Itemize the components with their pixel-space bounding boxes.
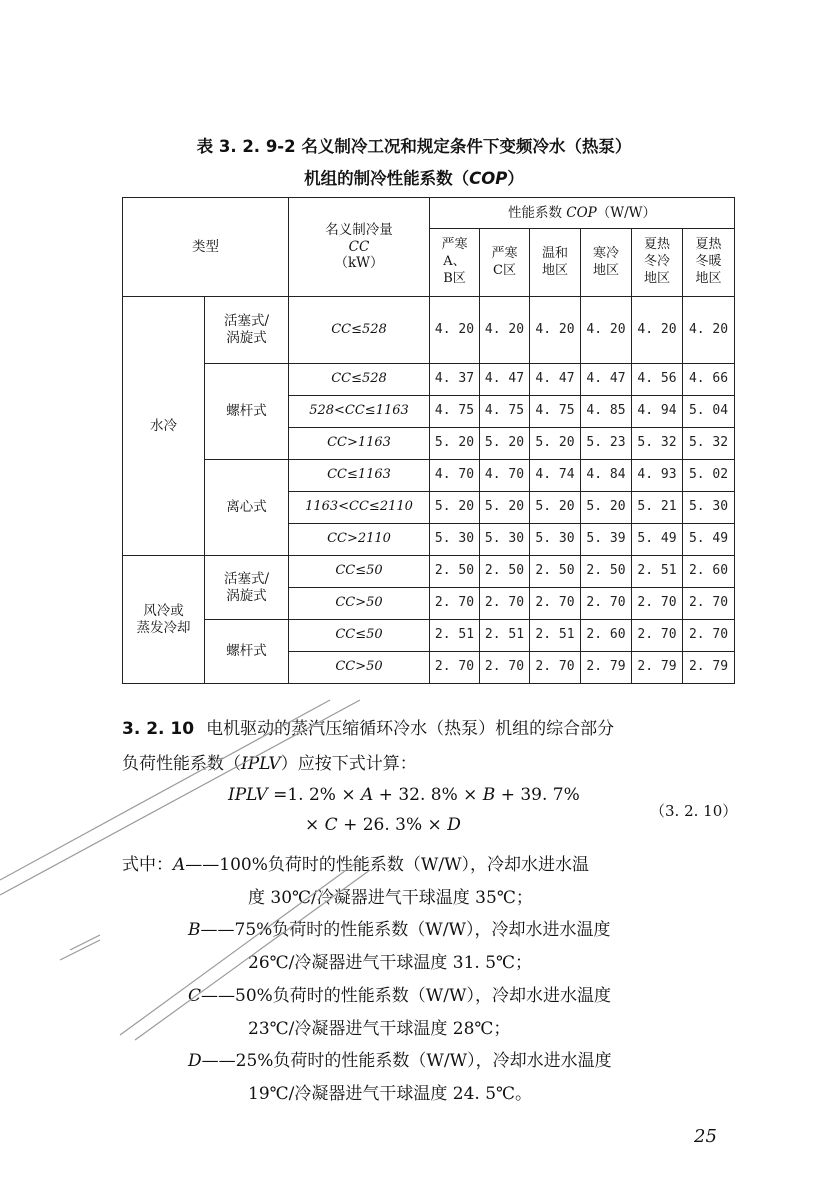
header-region — [581, 229, 632, 297]
region-text: 冬冷 — [643, 254, 670, 270]
formula-term: =1. 2% × — [267, 785, 361, 805]
cop-value: 4. 75 — [430, 396, 480, 428]
header-region — [683, 229, 735, 297]
section-text: 电机驱动的蒸汽压缩循环冷水（热泵）机组的综合部分 — [206, 719, 615, 739]
capacity-cell: 1163<CC≤2110 — [289, 492, 430, 524]
definition-var: D — [188, 1051, 202, 1071]
cop-value: 5. 20 — [530, 492, 581, 524]
region-text: 严寒 — [441, 237, 468, 253]
cop-value: 5. 20 — [480, 492, 530, 524]
definition-text: ——75%负荷时的性能系数（W/W），冷却水进水温度 — [200, 920, 611, 940]
region-text: B区 — [443, 270, 466, 286]
cop-value: 4. 20 — [632, 297, 683, 364]
cop-value: 4. 20 — [430, 297, 480, 364]
subtype-text: 活塞式/ — [223, 313, 270, 330]
cop-value: 4. 75 — [480, 396, 530, 428]
cop-value: 2. 51 — [430, 620, 480, 652]
cop-value: 5. 20 — [430, 492, 480, 524]
cop-value: 4. 66 — [683, 364, 735, 396]
header-capacity-l3: （kW） — [334, 255, 384, 272]
region-text: 温和 — [541, 245, 568, 261]
section-number: 3. 2. 10 — [122, 719, 195, 739]
cop-value: 2. 60 — [683, 556, 735, 588]
cop-value: 2. 79 — [683, 652, 735, 684]
definition-var: C — [188, 986, 202, 1006]
cop-value: 4. 47 — [581, 364, 632, 396]
cop-value: 2. 50 — [581, 556, 632, 588]
table-caption-line1: 表 3. 2. 9-2 名义制冷工况和规定条件下变频冷水（热泵） — [196, 137, 632, 156]
cop-value: 2. 79 — [581, 652, 632, 684]
cop-value: 5. 30 — [530, 524, 581, 556]
cop-value: 4. 74 — [530, 460, 581, 492]
capacity-cell: CC>50 — [289, 588, 430, 620]
capacity-cell: CC>2110 — [289, 524, 430, 556]
cop-value: 2. 50 — [480, 556, 530, 588]
formula-term: C — [324, 815, 338, 835]
cop-value: 2. 70 — [530, 652, 581, 684]
cop-value: 2. 50 — [430, 556, 480, 588]
definition-c-line1 — [188, 981, 611, 1006]
cop-value: 2. 51 — [632, 556, 683, 588]
cop-value: 5. 49 — [683, 524, 735, 556]
group-text: 蒸发冷却 — [136, 619, 191, 636]
cop-value: 5. 39 — [581, 524, 632, 556]
cop-value: 5. 20 — [480, 428, 530, 460]
cop-value: 5. 32 — [632, 428, 683, 460]
cop-value: 4. 20 — [480, 297, 530, 364]
formula-term: A — [361, 785, 374, 805]
cop-value: 4. 84 — [581, 460, 632, 492]
subtype-text: 活塞式/ — [223, 570, 270, 587]
cop-value: 5. 32 — [683, 428, 735, 460]
subtype-text: 涡旋式 — [226, 330, 267, 346]
region-text: 夏热 — [695, 237, 722, 253]
header-capacity-l1: 名义制冷量 — [325, 221, 393, 238]
formula-term: D — [447, 815, 461, 835]
definition-c-line2: 23℃/冷凝器进气干球温度 28℃； — [248, 1019, 511, 1039]
definition-text: ——25%负荷时的性能系数（W/W），冷却水进水温度 — [201, 1051, 612, 1071]
cop-value: 2. 70 — [530, 588, 581, 620]
cop-value: 4. 20 — [683, 297, 735, 364]
header-type: 类型 — [123, 198, 289, 297]
formula-term: + 32. 8% × — [373, 785, 483, 805]
caption-text: 机组的制冷性能系数（ — [304, 169, 470, 188]
group-air — [123, 556, 205, 684]
section-text-line2 — [122, 749, 734, 774]
cop-value: 5. 30 — [683, 492, 735, 524]
cop-value: 2. 50 — [530, 556, 581, 588]
region-text: 地区 — [541, 262, 568, 278]
region-text: 地区 — [695, 270, 722, 286]
cop-value: 4. 56 — [632, 364, 683, 396]
cop-value: 2. 70 — [430, 588, 480, 620]
cop-value: 2. 51 — [530, 620, 581, 652]
header-capacity — [289, 198, 430, 297]
page-number: 25 — [694, 1126, 717, 1147]
cop-value: 2. 60 — [581, 620, 632, 652]
cop-value: 5. 20 — [581, 492, 632, 524]
cop-value: 2. 70 — [632, 620, 683, 652]
region-text: 夏热 — [643, 237, 670, 253]
subtype-screw: 螺杆式 — [205, 364, 289, 460]
cop-value: 4. 70 — [480, 460, 530, 492]
section-iplv: IPLV — [241, 754, 281, 774]
cop-value: 4. 93 — [632, 460, 683, 492]
header-region — [430, 229, 480, 297]
section-text: 负荷性能系数（ — [122, 754, 241, 774]
section-heading — [122, 714, 734, 739]
subtype-centrifugal: 离心式 — [205, 460, 289, 556]
region-text: A、 — [443, 254, 466, 270]
cop-value: 4. 70 — [430, 460, 480, 492]
header-cop-prefix: 性能系数 — [507, 204, 567, 221]
cop-value: 4. 75 — [530, 396, 581, 428]
capacity-cell: CC>50 — [289, 652, 430, 684]
region-text: 严寒 — [491, 245, 518, 261]
region-text: 冬暖 — [695, 254, 722, 270]
subtype-piston — [205, 297, 289, 364]
cop-value: 4. 85 — [581, 396, 632, 428]
table-caption-line2 — [0, 165, 828, 189]
cop-value: 5. 49 — [632, 524, 683, 556]
cop-value: 2. 70 — [480, 588, 530, 620]
cop-value: 5. 04 — [683, 396, 735, 428]
capacity-cell: 528<CC≤1163 — [289, 396, 430, 428]
region-text: 地区 — [592, 262, 619, 278]
capacity-cell: CC>1163 — [289, 428, 430, 460]
subtype-text: 涡旋式 — [226, 587, 267, 604]
cop-value: 4. 37 — [430, 364, 480, 396]
definition-a-line1 — [122, 850, 589, 875]
equation-number: （3. 2. 10） — [650, 802, 738, 820]
header-cop — [430, 198, 735, 229]
group-water: 水冷 — [123, 297, 205, 556]
definition-a-line2: 度 30℃/冷凝器进气干球温度 35℃； — [248, 888, 533, 908]
header-cop-italic: COP — [566, 204, 597, 221]
cop-value: 2. 51 — [480, 620, 530, 652]
cop-value: 5. 02 — [683, 460, 735, 492]
definition-intro: 式中： — [122, 855, 173, 875]
definition-b-line2: 26℃/冷凝器进气干球温度 31. 5℃； — [248, 953, 533, 973]
group-text: 风冷或 — [143, 602, 184, 619]
cop-value: 5. 30 — [430, 524, 480, 556]
formula-line2 — [305, 815, 461, 835]
cop-value: 2. 70 — [632, 588, 683, 620]
cop-value: 2. 70 — [480, 652, 530, 684]
header-cop-suffix: （W/W） — [596, 204, 657, 221]
definition-text: ——100%负荷时的性能系数（W/W），冷却水进水温 — [185, 855, 590, 875]
cop-value: 5. 20 — [530, 428, 581, 460]
definition-d-line2: 19℃/冷凝器进气干球温度 24. 5℃。 — [248, 1084, 533, 1104]
cop-value: 2. 70 — [683, 588, 735, 620]
formula-term: + 39. 7% — [495, 785, 580, 805]
definition-text: ——50%负荷时的性能系数（W/W），冷却水进水温度 — [201, 986, 611, 1006]
cop-value: 5. 30 — [480, 524, 530, 556]
region-text: 寒冷 — [592, 245, 619, 261]
header-region — [632, 229, 683, 297]
cop-value: 4. 20 — [581, 297, 632, 364]
capacity-cell: CC≤1163 — [289, 460, 430, 492]
subtype-screw: 螺杆式 — [205, 620, 289, 684]
formula-line1 — [228, 785, 580, 805]
cop-value: 2. 70 — [683, 620, 735, 652]
formula-term: + 26. 3% × — [337, 815, 448, 835]
cop-value: 2. 79 — [632, 652, 683, 684]
cop-value: 4. 47 — [530, 364, 581, 396]
cop-value: 2. 70 — [581, 588, 632, 620]
header-region — [480, 229, 530, 297]
formula-term: × — [305, 815, 325, 835]
formula-term: B — [482, 785, 496, 805]
capacity-cell: CC≤50 — [289, 556, 430, 588]
header-capacity-l2: CC — [348, 238, 370, 255]
definition-b-line1 — [188, 915, 610, 940]
section-text: ）应按下式计算： — [280, 754, 417, 774]
cop-value: 5. 23 — [581, 428, 632, 460]
capacity-cell: CC≤50 — [289, 620, 430, 652]
caption-cop: COP — [469, 169, 508, 188]
cop-value: 5. 20 — [430, 428, 480, 460]
cop-value: 5. 21 — [632, 492, 683, 524]
definition-var: B — [188, 920, 201, 940]
caption-close: ） — [507, 169, 524, 188]
cop-table — [122, 197, 735, 684]
cop-value: 2. 70 — [430, 652, 480, 684]
capacity-cell: CC≤528 — [289, 297, 430, 364]
cop-value: 4. 47 — [480, 364, 530, 396]
definition-d-line1 — [188, 1046, 612, 1071]
cop-value: 4. 94 — [632, 396, 683, 428]
region-text: C区 — [493, 262, 516, 278]
header-region — [530, 229, 581, 297]
subtype-piston — [205, 556, 289, 620]
region-text: 地区 — [643, 270, 670, 286]
formula-term: IPLV — [228, 785, 268, 805]
capacity-cell: CC≤528 — [289, 364, 430, 396]
definition-var: A — [173, 855, 186, 875]
cop-value: 4. 20 — [530, 297, 581, 364]
